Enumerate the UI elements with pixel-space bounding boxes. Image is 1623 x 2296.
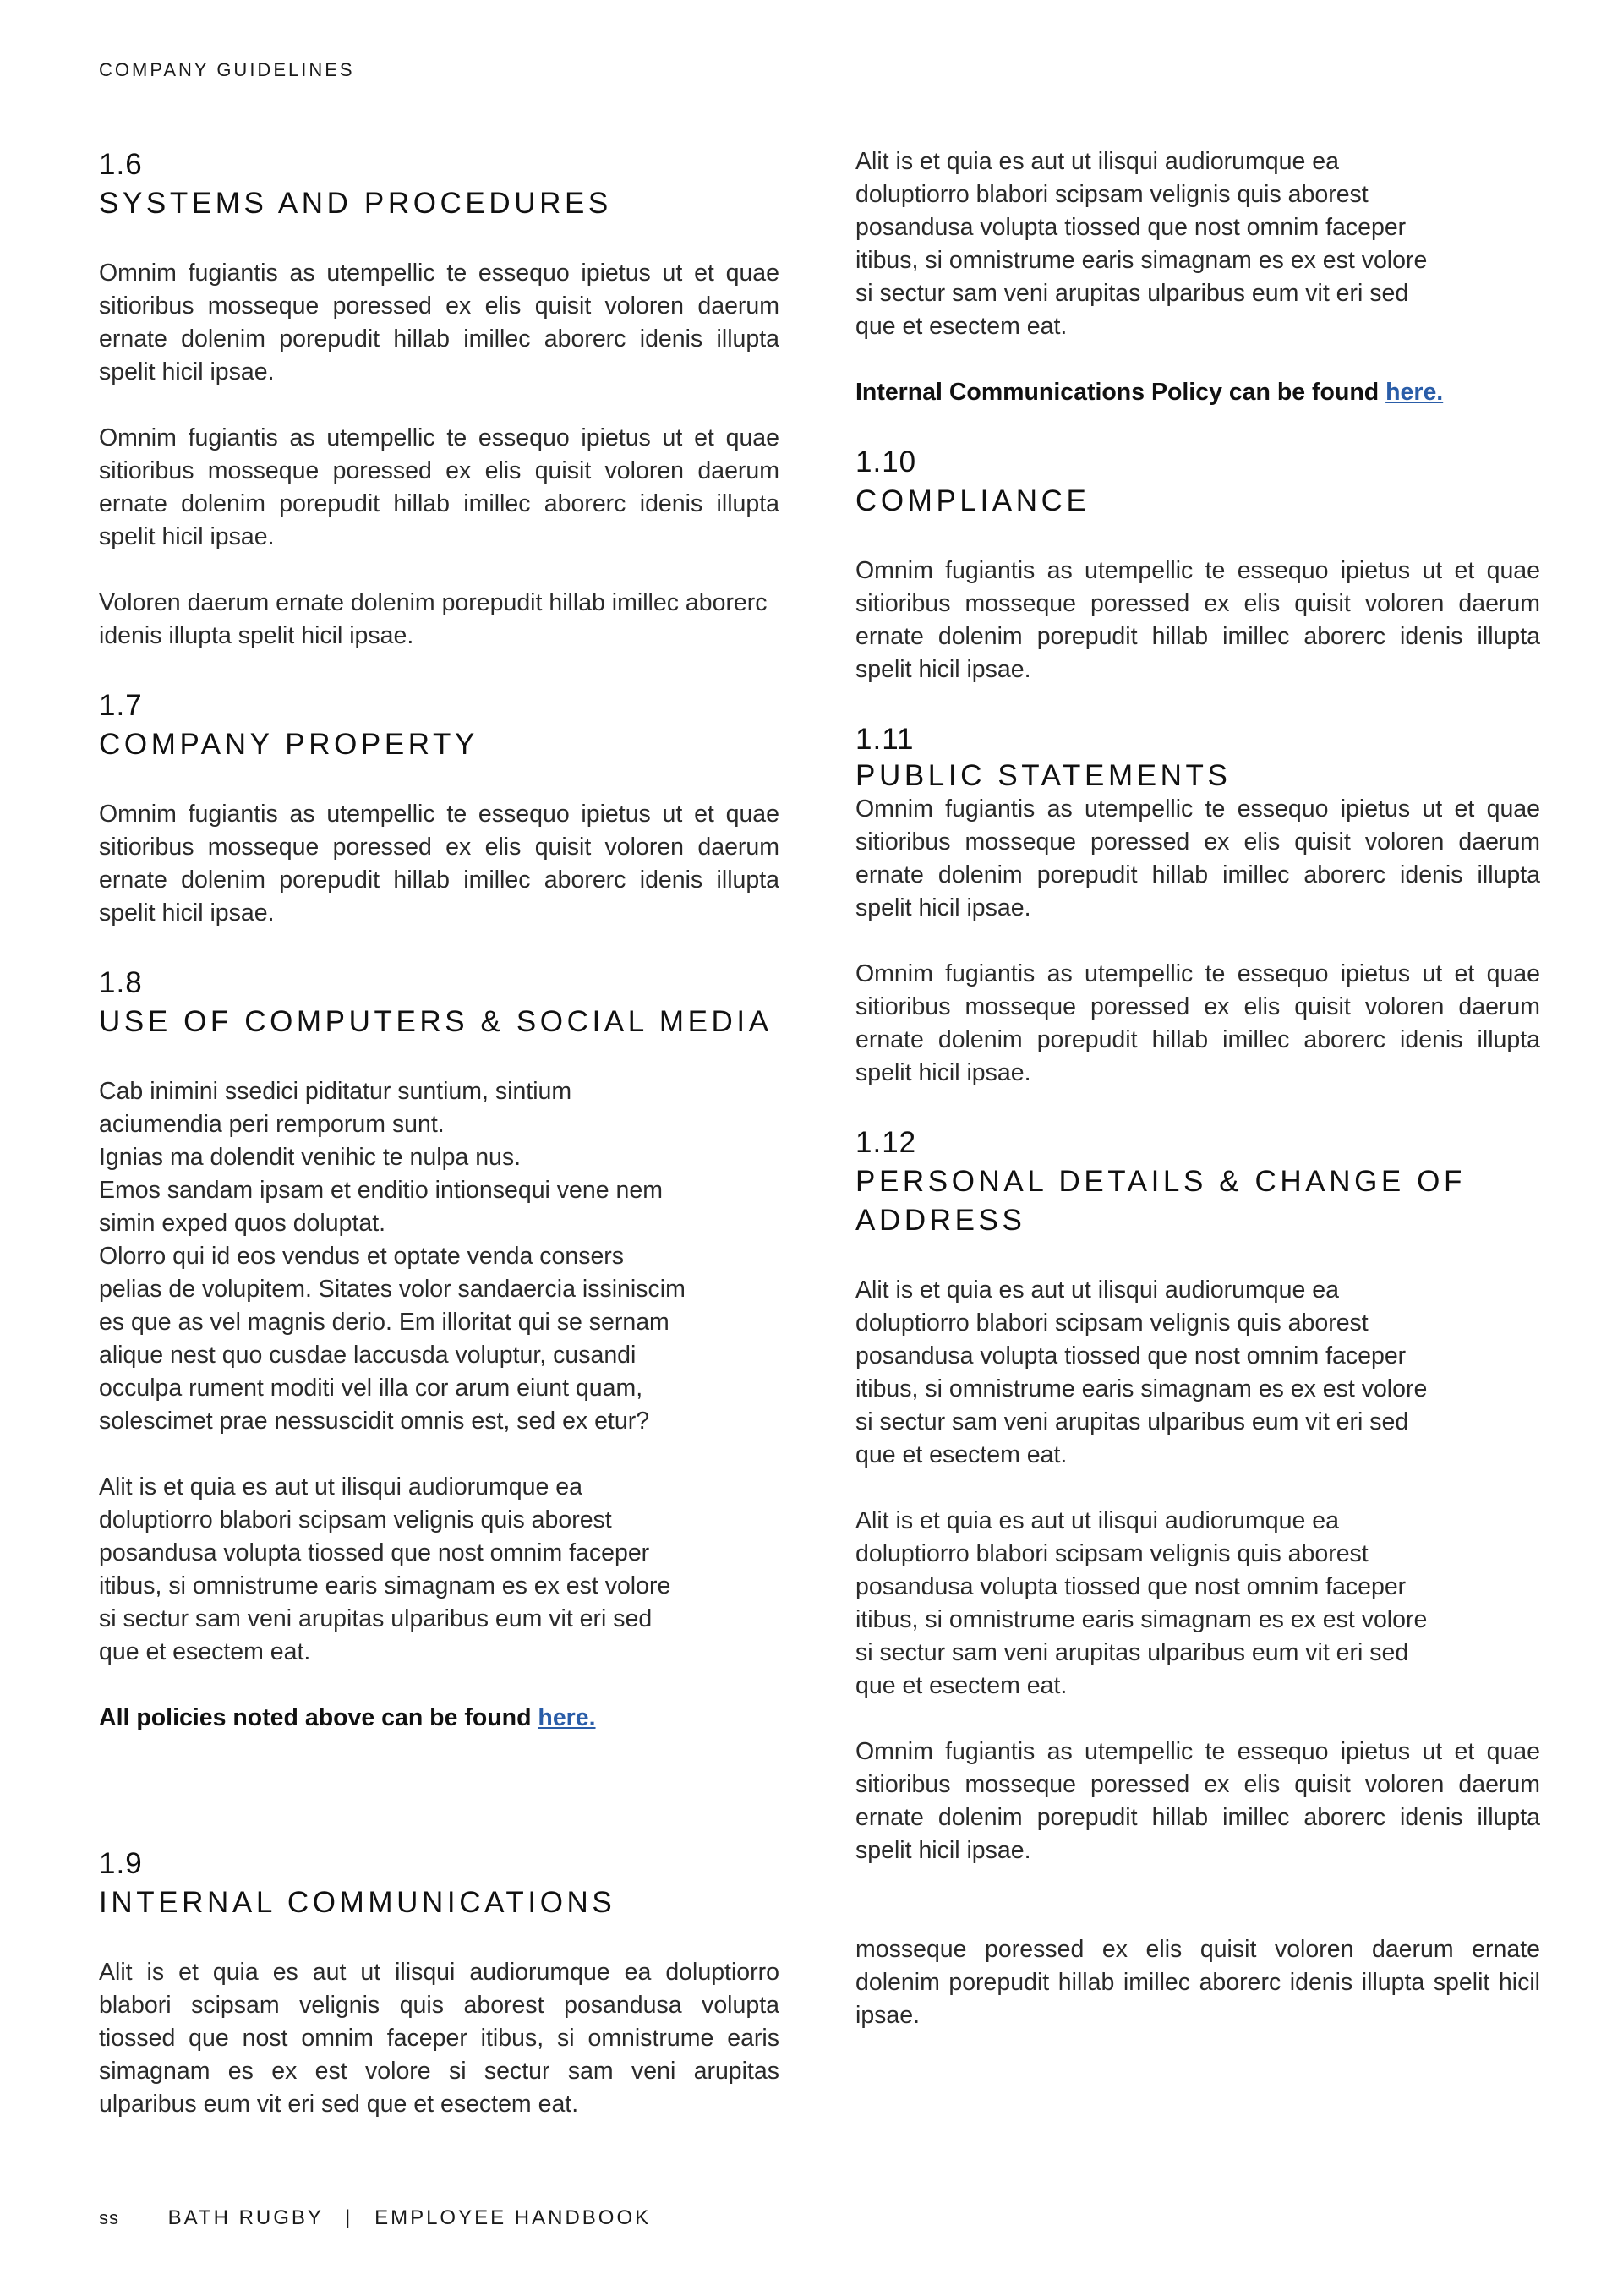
footer-separator: | — [345, 2206, 353, 2229]
text-line: si sectur sam veni arupitas ulparibus eum vit eri sed — [855, 280, 1409, 307]
text-line: posandusa volupta tiossed que nost omnim faceper — [855, 214, 1407, 241]
footer-org: BATH RUGBY — [167, 2206, 324, 2229]
text-line: Ignias ma dolendit venihic te nulpa nus. — [99, 1144, 522, 1171]
text-line: Olorro qui id eos vendus et optate venda consers — [99, 1243, 625, 1270]
text-line: doluptiorro blabori scipsam velignis quis aborest — [855, 181, 1369, 208]
paragraph: Voloren daerum ernate dolenim porepudit hillab imillec aborerc idenis illupta spelit hicil ipsae. — [99, 589, 768, 649]
section-1-12 — [855, 1123, 1540, 2032]
section-1-8 — [99, 964, 779, 1735]
text-line: doluptiorro blabori scipsam velignis quis aborest — [855, 1309, 1369, 1337]
text-line: posandusa volupta tiossed que nost omnim faceper — [99, 1539, 650, 1566]
section-title: USE OF COMPUTERS & SOCIAL MEDIA — [99, 1005, 773, 1038]
text-line: posandusa volupta tiossed que nost omnim faceper — [855, 1573, 1407, 1600]
text-line: Alit is et quia es aut ut ilisqui audiorumque ea — [855, 1276, 1339, 1304]
text-line: simin exped quos doluptat. — [99, 1210, 386, 1237]
text-line: doluptiorro blabori scipsam velignis quis aborest — [855, 1540, 1369, 1567]
section-number: 1.9 — [99, 1847, 143, 1880]
text-line: occulpa rument moditi vel illa cor arum eiunt quam, — [99, 1375, 643, 1402]
section-number: 1.10 — [855, 446, 917, 478]
text-line: que et esectem eat. — [855, 1672, 1068, 1699]
left-column — [99, 145, 779, 2121]
internal-comms-note — [855, 376, 1540, 409]
page-header: COMPANY GUIDELINES — [99, 59, 355, 80]
page-footer — [99, 2206, 651, 2230]
paragraph — [99, 1471, 779, 1669]
text-line: doluptiorro blabori scipsam velignis quis aborest — [99, 1506, 612, 1533]
section-1-9 — [99, 1845, 779, 2121]
paragraph — [99, 1075, 779, 1438]
paragraph: Omnim fugiantis as utempellic te essequo ipietus ut et quae sitioribus mosseque poressed ex elis quisit voloren daerum ernate dolenim porepudit hillab imillec aborerc idenis illupta spelit hicil ipsae. — [99, 424, 779, 550]
section-title: COMPANY PROPERTY — [99, 728, 478, 761]
text-line: si sectur sam veni arupitas ulparibus eum vit eri sed — [855, 1408, 1409, 1435]
paragraph: Alit is et quia es aut ut ilisqui audiorumque ea doluptiorro blabori scipsam velignis quis aborest posandusa volupta tiossed que nost omnim faceper itibus, si omnistrume earis simagnam es ex est volore si sectur sam veni arupitas ulparibus eum vit eri sed que et esectem eat. — [99, 1959, 779, 2118]
text-line: es que as vel magnis derio. Em illoritat qui se sernam — [99, 1309, 669, 1336]
paragraph — [855, 1274, 1540, 1472]
text-line: Alit is et quia es aut ut ilisqui audiorumque ea — [99, 1473, 582, 1501]
paragraph — [855, 1505, 1540, 1703]
text-line: que et esectem eat. — [99, 1638, 311, 1665]
paragraph: Omnim fugiantis as utempellic te essequo ipietus ut et quae sitioribus mosseque poressed ex elis quisit voloren daerum ernate dolenim porepudit hillab imillec aborerc idenis illupta spelit hicil ipsae. — [855, 960, 1540, 1086]
text-line: que et esectem eat. — [855, 1441, 1068, 1468]
policies-note — [99, 1702, 779, 1735]
text-line: si sectur sam veni arupitas ulparibus eum vit eri sed — [99, 1605, 653, 1632]
paragraph: mosseque poressed ex elis quisit voloren daerum ernate dolenim porepudit hillab imillec aborerc idenis illupta spelit hicil ipsae. — [855, 1936, 1540, 2029]
paragraph: Omnim fugiantis as utempellic te essequo ipietus ut et quae sitioribus mosseque poressed ex elis quisit voloren daerum ernate dolenim porepudit hillab imillec aborerc idenis illupta spelit hicil ipsae. — [855, 557, 1540, 683]
text-line: si sectur sam veni arupitas ulparibus eum vit eri sed — [855, 1639, 1409, 1666]
text-line: itibus, si omnistrume earis simagnam es ex est volore — [855, 247, 1428, 274]
text-line: alique nest quo cusdae laccusda voluptur, cusandi — [99, 1342, 637, 1369]
policies-link[interactable]: here. — [538, 1704, 596, 1731]
section-number: 1.6 — [99, 148, 143, 181]
text-line: itibus, si omnistrume earis simagnam es ex est volore — [99, 1572, 671, 1599]
section-title: PUBLIC STATEMENTS — [855, 759, 1232, 792]
text-line: aciumendia peri remporum sunt. — [99, 1111, 445, 1138]
page-number: ss — [99, 2207, 119, 2228]
section-title-line-2: ADDRESS — [855, 1204, 1026, 1237]
section-1-11 — [855, 720, 1540, 1090]
section-number: 1.7 — [99, 689, 143, 722]
internal-comms-note-text: Internal Communications Policy can be found — [855, 379, 1386, 406]
section-1-10 — [855, 443, 1540, 686]
section-title: SYSTEMS AND PROCEDURES — [99, 187, 612, 220]
section-number: 1.11 — [855, 723, 915, 756]
paragraph: Omnim fugiantis as utempellic te essequo ipietus ut et quae sitioribus mosseque poressed ex elis quisit voloren daerum ernate dolenim porepudit hillab imillec aborerc idenis illupta spelit hicil ipsae. — [99, 260, 779, 385]
section-number: 1.12 — [855, 1126, 917, 1159]
text-line: solescimet prae nessuscidit omnis est, sed ex etur? — [99, 1408, 650, 1435]
paragraph: Omnim fugiantis as utempellic te essequo ipietus ut et quae sitioribus mosseque poressed ex elis quisit voloren daerum ernate dolenim porepudit hillab imillec aborerc idenis illupta spelit hicil ipsae. — [99, 801, 779, 927]
section-1-9-continued — [855, 145, 1540, 409]
text-line: Emos sandam ipsam et enditio intionsequi vene nem — [99, 1177, 663, 1204]
section-title: COMPLIANCE — [855, 484, 1090, 517]
text-line: Alit is et quia es aut ut ilisqui audiorumque ea — [855, 148, 1339, 175]
text-line: itibus, si omnistrume earis simagnam es ex est volore — [855, 1606, 1428, 1633]
section-1-6 — [99, 145, 779, 653]
section-number: 1.8 — [99, 966, 143, 999]
right-column — [855, 145, 1540, 2032]
section-1-7 — [99, 686, 779, 930]
section-title: PERSONAL DETAILS & CHANGE OF — [855, 1165, 1466, 1198]
text-line: itibus, si omnistrume earis simagnam es ex est volore — [855, 1375, 1428, 1402]
policies-note-text: All policies noted above can be found — [99, 1704, 538, 1731]
internal-comms-link[interactable]: here. — [1385, 379, 1444, 406]
text-line: pelias de volupitem. Sitates volor sandaercia issiniscim — [99, 1276, 686, 1303]
section-title: INTERNAL COMMUNICATIONS — [99, 1886, 616, 1919]
text-line: Cab inimini ssedici piditatur suntium, sintium — [99, 1078, 572, 1105]
paragraph: Omnim fugiantis as utempellic te essequo ipietus ut et quae sitioribus mosseque poressed ex elis quisit voloren daerum ernate dolenim porepudit hillab imillec aborerc idenis illupta spelit hicil ipsae. — [855, 1738, 1540, 1864]
text-line: Alit is et quia es aut ut ilisqui audiorumque ea — [855, 1507, 1339, 1534]
footer-doc-title: EMPLOYEE HANDBOOK — [374, 2206, 652, 2229]
text-line: posandusa volupta tiossed que nost omnim faceper — [855, 1342, 1407, 1369]
paragraph: Omnim fugiantis as utempellic te essequo ipietus ut et quae sitioribus mosseque poressed ex elis quisit voloren daerum ernate dolenim porepudit hillab imillec aborerc idenis illupta spelit hicil ipsae. — [855, 795, 1540, 921]
text-line: que et esectem eat. — [855, 313, 1068, 340]
